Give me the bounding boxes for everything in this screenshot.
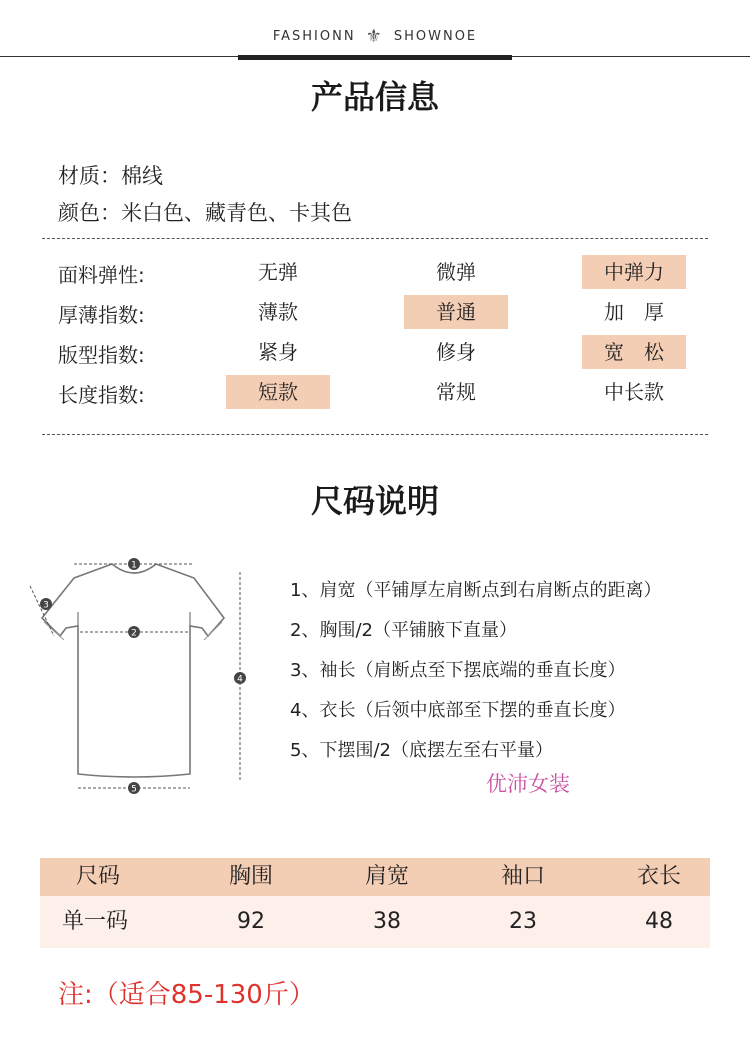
attribute-row — [0, 255, 750, 289]
header-cell-cuff: 袖口 — [500, 864, 545, 889]
size-note-2: 2、胸围/2（平铺腋下直量） — [290, 620, 517, 641]
size-note-3: 3、袖长（肩断点至下摆底端的垂直长度） — [290, 660, 626, 681]
attribute-label: 面料弹性: — [58, 263, 145, 287]
attribute-option: 中长款 — [604, 380, 664, 404]
material-line: 材质：棉线 — [58, 164, 163, 188]
attribute-option: 紧身 — [258, 340, 298, 364]
attribute-row — [0, 295, 750, 329]
size-note-1: 1、肩宽（平铺厚左肩断点到右肩断点的距离） — [290, 580, 662, 601]
header-cell-shoulder: 肩宽 — [364, 864, 409, 889]
brand-right: SHOWNOE — [393, 29, 478, 44]
size-guide-title: 尺码说明 — [310, 482, 439, 520]
row-cell-chest: 92 — [237, 909, 265, 934]
svg-text:3: 3 — [43, 600, 49, 611]
size-note-5: 5、下摆围/2（底摆左至右平量） — [290, 740, 553, 761]
attribute-option: 微弹 — [436, 260, 476, 284]
fleur-de-lis-icon: ⚜ — [365, 26, 384, 47]
svg-text:1: 1 — [131, 560, 137, 571]
shop-name: 优沛女装 — [486, 772, 570, 796]
svg-text:5: 5 — [131, 784, 137, 795]
header-cell-chest: 胸围 — [228, 864, 273, 889]
header-cell-size: 尺码 — [75, 864, 120, 889]
attribute-option: 薄款 — [258, 300, 298, 324]
attribute-label: 厚薄指数: — [58, 303, 145, 327]
marker-5 — [128, 782, 140, 795]
attribute-row — [0, 375, 750, 409]
size-table-row — [40, 896, 710, 948]
dashed-divider-bottom — [42, 434, 708, 435]
marker-4 — [234, 672, 246, 685]
attribute-option: 常规 — [436, 380, 476, 404]
tshirt-diagram — [24, 552, 260, 802]
header-cell-length: 衣长 — [636, 864, 681, 889]
row-cell-shoulder: 38 — [373, 909, 401, 934]
attribute-option-selected: 普通 — [404, 295, 508, 329]
attribute-option-selected: 宽 松 — [582, 335, 686, 369]
product-info-title: 产品信息 — [310, 78, 439, 116]
attribute-label: 版型指数: — [58, 343, 145, 367]
size-note-4: 4、衣长（后领中底部至下摆的垂直长度） — [290, 700, 626, 721]
svg-text:2: 2 — [131, 628, 137, 639]
brand-header — [0, 26, 750, 47]
row-cell-size: 单一码 — [61, 909, 128, 934]
attribute-option: 修身 — [436, 340, 476, 364]
dashed-divider-top — [42, 238, 708, 239]
marker-1 — [128, 558, 140, 571]
brand-left: FASHIONN — [272, 29, 356, 44]
attribute-option: 无弹 — [258, 260, 298, 284]
colors-line: 颜色：米白色、藏青色、卡其色 — [58, 201, 352, 225]
header-divider-accent — [238, 55, 512, 60]
size-table-header — [40, 858, 710, 896]
svg-text:4: 4 — [237, 674, 243, 685]
tshirt-diagram-svg — [24, 552, 260, 802]
attribute-label: 长度指数: — [58, 383, 145, 407]
fit-footnote: 注:（适合85-130斤） — [58, 980, 315, 1010]
attribute-option-selected: 短款 — [226, 375, 330, 409]
row-cell-cuff: 23 — [509, 909, 537, 934]
attribute-option: 加 厚 — [604, 300, 664, 324]
tshirt-outline — [42, 564, 224, 777]
row-cell-length: 48 — [645, 909, 673, 934]
attribute-option-selected: 中弹力 — [582, 255, 686, 289]
attribute-row — [0, 335, 750, 369]
